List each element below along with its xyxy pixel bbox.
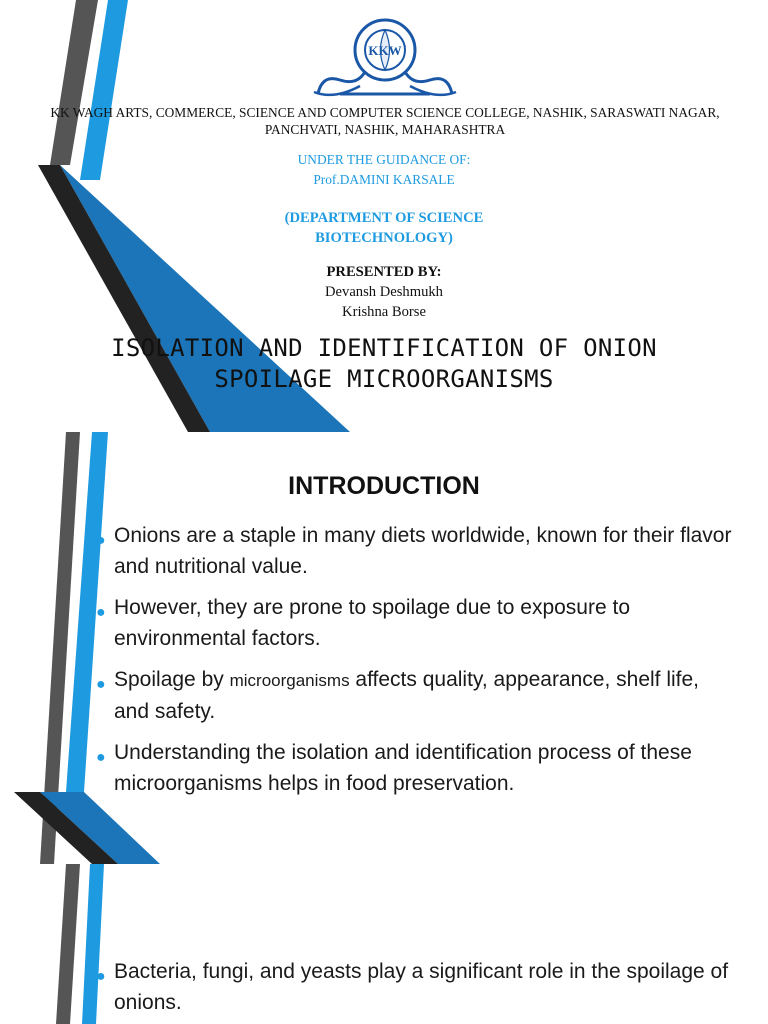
bullet-icon: ● (96, 676, 106, 693)
college-logo-icon (310, 8, 460, 100)
presenter-name: Devansh Deshmukh (325, 284, 443, 300)
bullet-icon: ● (96, 749, 106, 766)
bullet-list (96, 956, 736, 1024)
bullet-text: affects quality, appearance, shelf life, and safety. (114, 668, 700, 723)
bullet-text: Spoilage by (114, 668, 230, 691)
bullet-text-emphasis: microorganisms (229, 671, 350, 690)
svg-text:KKW: KKW (368, 43, 402, 58)
department-block (0, 208, 768, 248)
bullet-text: Onions are a staple in many diets worldwide, known for their flavor and nutritional value. (114, 524, 732, 578)
presenters-block (0, 262, 768, 322)
bullet-icon: ● (96, 968, 106, 985)
title-slide (0, 0, 768, 432)
presenter-name: Krishna Borse (342, 304, 426, 320)
introduction-slide (0, 432, 768, 864)
content-slide (0, 864, 768, 1024)
bullet-text: However, they are prone to spoilage due to exposure to environmental factors. (114, 596, 630, 650)
list-item (96, 737, 736, 799)
list-item (96, 664, 736, 727)
list-item (96, 592, 736, 654)
department-line-1: (DEPARTMENT OF SCIENCE (284, 210, 484, 226)
bullet-list (96, 520, 736, 809)
guidance-label: UNDER THE GUIDANCE OF: (297, 152, 471, 167)
list-item (96, 956, 736, 1018)
guide-name: Prof.DAMINI KARSALE (313, 172, 455, 187)
presented-by-label: PRESENTED BY: (326, 264, 442, 280)
bullet-text: Bacteria, fungi, and yeasts play a significant role in the spoilage of onions. (114, 960, 729, 1014)
college-name: KK WAGH ARTS, COMMERCE, SCIENCE AND COMPUTER SCIENCE COLLEGE, NASHIK, SARASWATI NAGAR, PANCHVATI, NASHIK, MAHARASHTRA (50, 105, 720, 137)
presentation-title (0, 333, 768, 395)
bullet-icon: ● (96, 604, 106, 621)
slide-heading: INTRODUCTION (288, 472, 480, 500)
title-line-1: ISOLATION AND IDENTIFICATION OF ONION (111, 334, 657, 362)
list-item (96, 520, 736, 582)
department-line-2: BIOTECHNOLOGY) (315, 230, 453, 246)
bullet-icon: ● (96, 532, 106, 549)
bullet-text: Understanding the isolation and identification process of these microorganisms helps in food preservation. (114, 741, 692, 795)
title-line-2: SPOILAGE MICROORGANISMS (214, 365, 554, 393)
guidance-block (0, 150, 768, 190)
